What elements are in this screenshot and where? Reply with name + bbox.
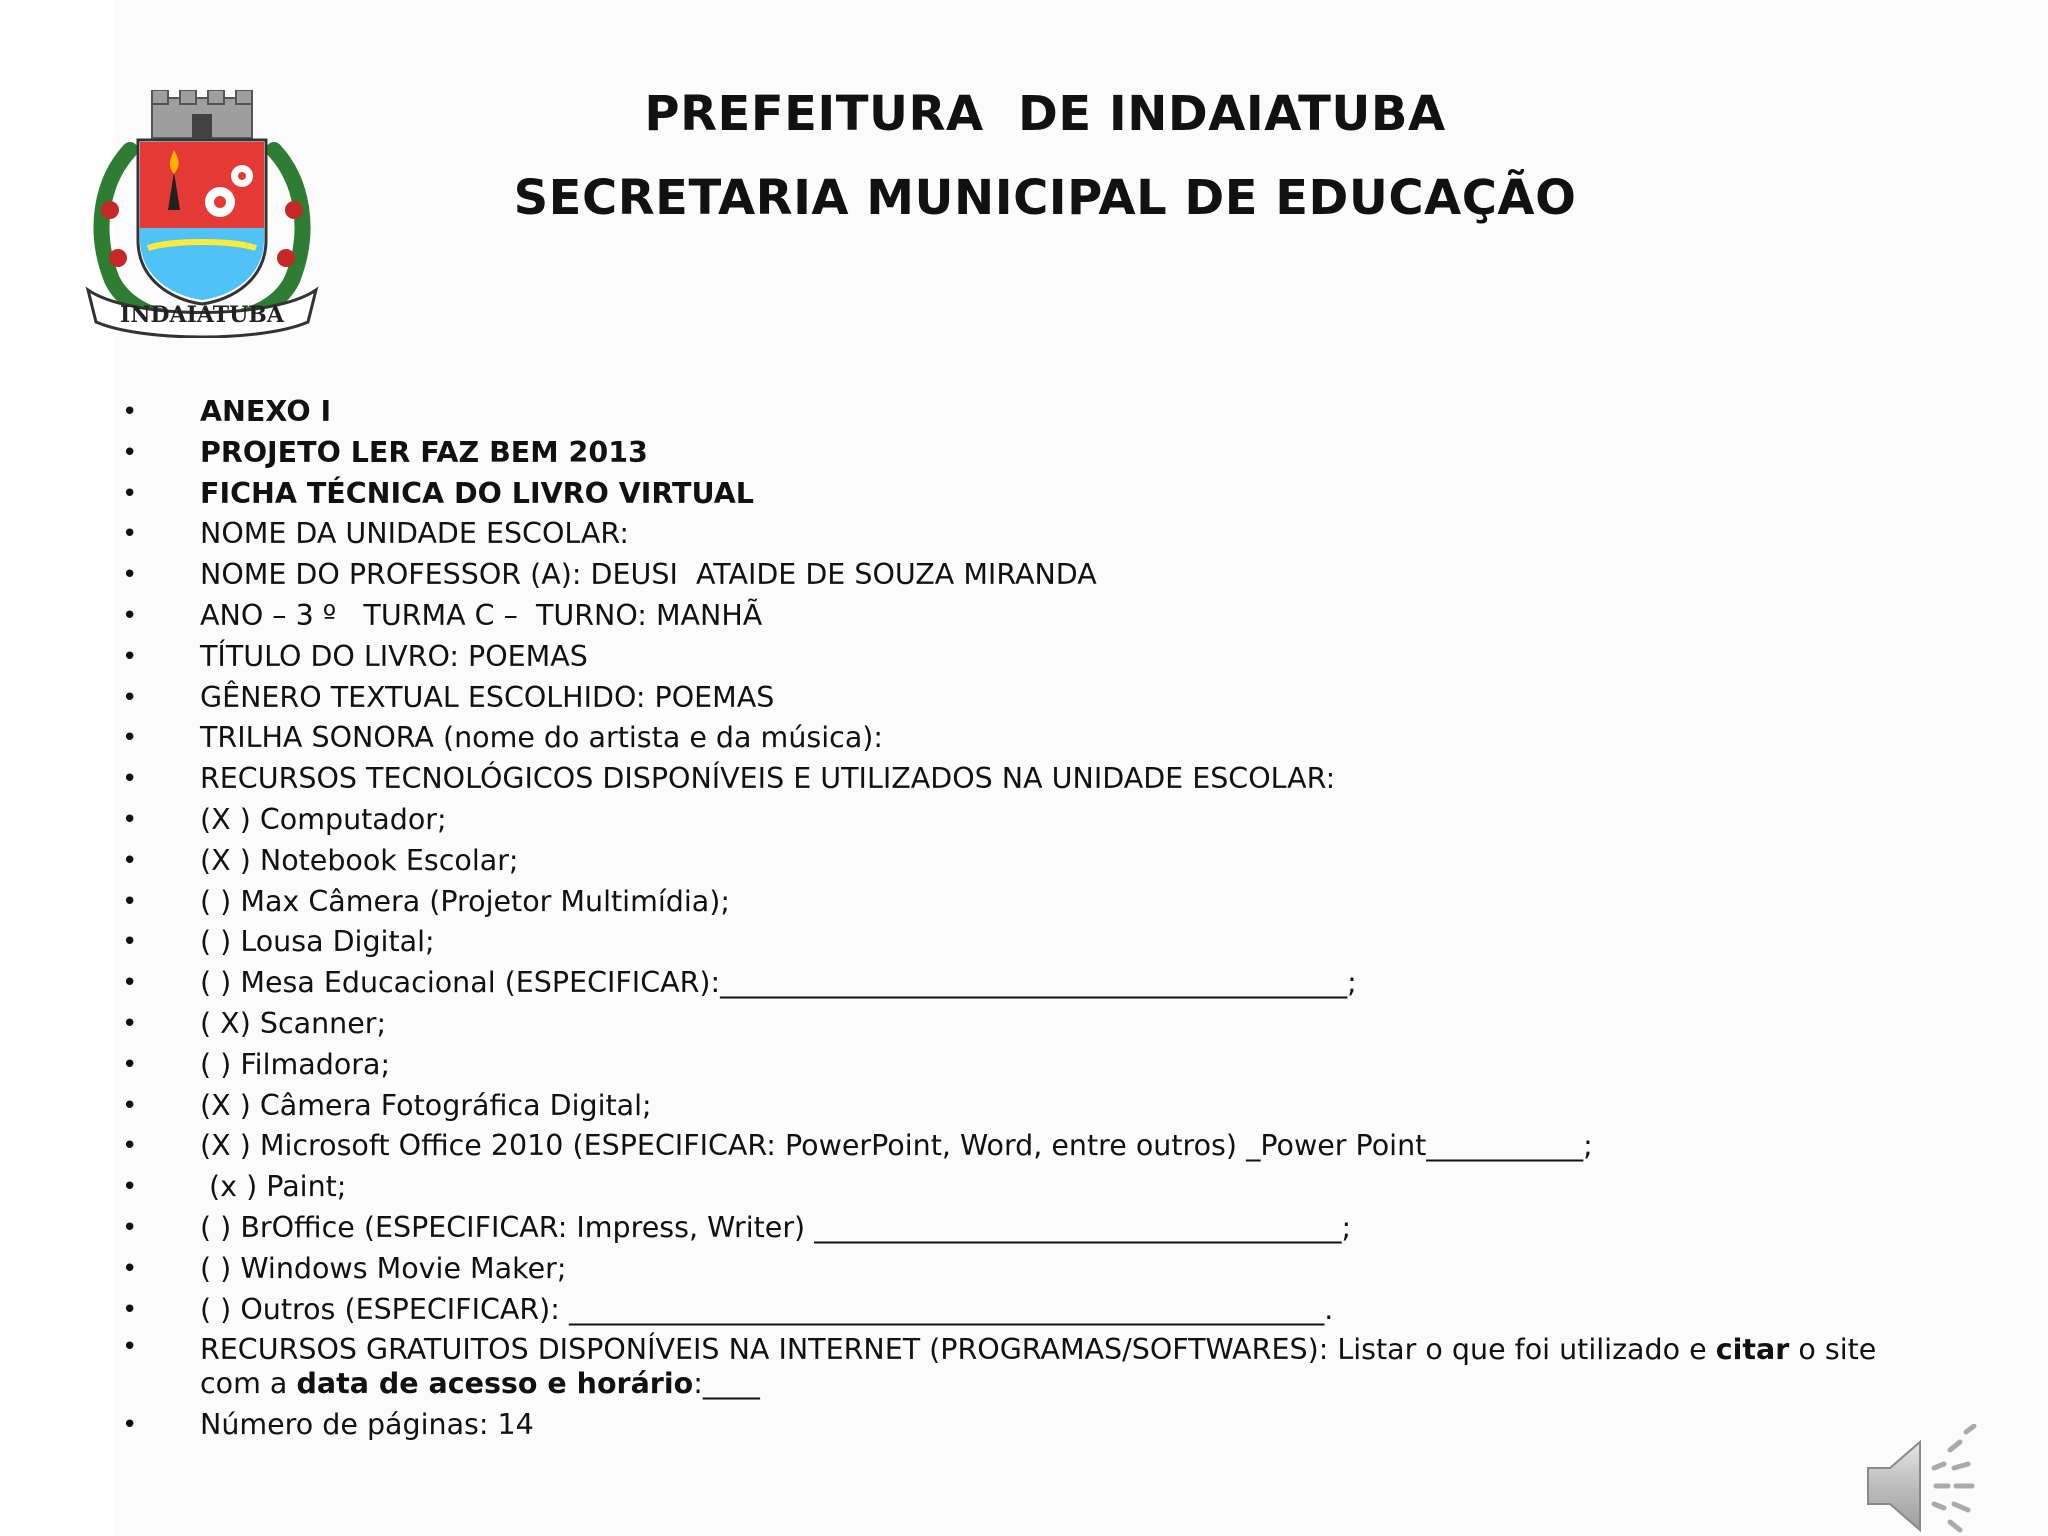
bullet-icon: • <box>122 560 138 591</box>
list-item-text: ( ) Windows Movie Maker; <box>200 1251 567 1285</box>
list-item <box>120 1004 1920 1045</box>
bullet-icon: • <box>122 1008 138 1039</box>
bullet-icon: • <box>122 764 138 795</box>
list-item <box>120 922 1920 963</box>
list-item-text: ( ) Outros (ESPECIFICAR): _____________________________________________________. <box>200 1292 1334 1326</box>
list-item <box>120 1167 1920 1208</box>
list-item-text-bold: data de acesso e horário <box>296 1367 694 1401</box>
bullet-icon: • <box>122 1253 138 1284</box>
crest-banner-text: INDAIATUBA <box>120 302 284 328</box>
bullet-icon: • <box>122 1131 138 1162</box>
list-item <box>120 433 1920 474</box>
bullet-icon: • <box>122 1172 138 1203</box>
list-item <box>120 1405 1920 1446</box>
bullet-icon: • <box>122 682 138 713</box>
list-item <box>120 596 1920 637</box>
bullet-icon: • <box>122 1090 138 1121</box>
bullet-icon: • <box>122 1212 138 1243</box>
list-item-text: FICHA TÉCNICA DO LIVRO VIRTUAL <box>200 476 754 510</box>
list-item-text: (X ) Notebook Escolar; <box>200 843 519 877</box>
bullet-icon: • <box>122 641 138 672</box>
municipal-crest-icon <box>82 90 322 338</box>
list-item-text: PROJETO LER FAZ BEM 2013 <box>200 435 648 469</box>
list-item <box>120 1086 1920 1127</box>
list-item-text: (X ) Câmera Fotográfica Digital; <box>200 1088 652 1122</box>
list-item <box>120 1045 1920 1086</box>
list-item <box>120 555 1920 596</box>
bullet-icon: • <box>122 845 138 876</box>
list-item <box>120 1249 1920 1290</box>
bullet-icon: • <box>122 968 138 999</box>
bullet-icon: • <box>122 886 138 917</box>
list-item <box>120 882 1920 923</box>
bullet-icon: • <box>122 927 138 958</box>
bullet-icon: • <box>122 723 138 754</box>
bullet-icon: • <box>122 1332 138 1363</box>
list-item-text: (X ) Microsoft Office 2010 (ESPECIFICAR: PowerPoint, Word, entre outros) _Power Point___________; <box>200 1129 1593 1163</box>
list-item-text: TRILHA SONORA (nome do artista e da música): <box>200 721 883 755</box>
bullet-icon: • <box>122 397 138 427</box>
list-item-text-part: :____ <box>693 1367 760 1401</box>
list-item-text: NOME DO PROFESSOR (A): DEUSI ATAIDE DE SOUZA MIRANDA <box>200 558 1097 592</box>
list-item-text: ( X) Scanner; <box>200 1006 387 1040</box>
list-item <box>120 759 1920 800</box>
list-item-text: ( ) BrOffice (ESPECIFICAR: Impress, Writer) _____________________________________; <box>200 1210 1352 1244</box>
bullet-icon: • <box>122 437 138 468</box>
list-item <box>120 1290 1920 1331</box>
list-item-text: RECURSOS TECNOLÓGICOS DISPONÍVEIS E UTILIZADOS NA UNIDADE ESCOLAR: <box>200 762 1336 796</box>
list-item-text: ( ) Filmadora; <box>200 1047 391 1081</box>
list-item <box>120 637 1920 678</box>
list-item <box>120 474 1920 515</box>
list-item-text: TÍTULO DO LIVRO: POEMAS <box>200 639 588 673</box>
list-item <box>120 1330 1920 1405</box>
list-item-text: (X ) Computador; <box>200 802 447 836</box>
header-title-prefeitura: PREFEITURA DE INDAIATUBA <box>644 86 1446 142</box>
list-item <box>120 1208 1920 1249</box>
list-item-text <box>200 1333 1876 1400</box>
bullet-icon: • <box>122 1049 138 1080</box>
list-item-text-part: RECURSOS GRATUITOS DISPONÍVEIS NA INTERNET (PROGRAMAS/SOFTWARES): Listar o que foi utilizado e <box>200 1333 1716 1367</box>
speaker-icon[interactable] <box>1862 1424 1992 1536</box>
list-item-text: Número de páginas: 14 <box>200 1408 534 1442</box>
list-item <box>120 1126 1920 1167</box>
list-item-text: ( ) Lousa Digital; <box>200 925 435 959</box>
list-item <box>120 678 1920 719</box>
list-item-text: (x ) Paint; <box>200 1170 347 1204</box>
bullet-icon: • <box>122 804 138 835</box>
list-item <box>120 514 1920 555</box>
list-item-text: ANEXO I <box>200 395 332 428</box>
bullet-icon: • <box>122 478 138 509</box>
list-item <box>120 392 1920 433</box>
list-item <box>120 718 1920 759</box>
header-title-secretaria: SECRETARIA MUNICIPAL DE EDUCAÇÃO <box>513 170 1577 226</box>
bullet-icon: • <box>122 1294 138 1325</box>
bullet-icon: • <box>122 1410 138 1441</box>
list-item-text: NOME DA UNIDADE ESCOLAR: <box>200 517 629 551</box>
form-bullet-list <box>120 392 1920 1446</box>
page-header <box>460 72 1630 240</box>
list-item-text: ( ) Max Câmera (Projetor Multimídia); <box>200 884 730 918</box>
list-item-text-bold: citar <box>1715 1333 1790 1367</box>
list-item <box>120 841 1920 882</box>
list-item-text: GÊNERO TEXTUAL ESCOLHIDO: POEMAS <box>200 680 775 714</box>
bullet-icon: • <box>122 519 138 550</box>
bullet-icon: • <box>122 600 138 631</box>
list-item-text: ANO – 3 º TURMA C – TURNO: MANHÃ <box>200 598 763 632</box>
list-item <box>120 963 1920 1004</box>
list-item <box>120 800 1920 841</box>
list-item-text: ( ) Mesa Educacional (ESPECIFICAR):____________________________________________; <box>200 966 1357 1000</box>
list-item-text-part: o site com a <box>200 1333 1877 1401</box>
